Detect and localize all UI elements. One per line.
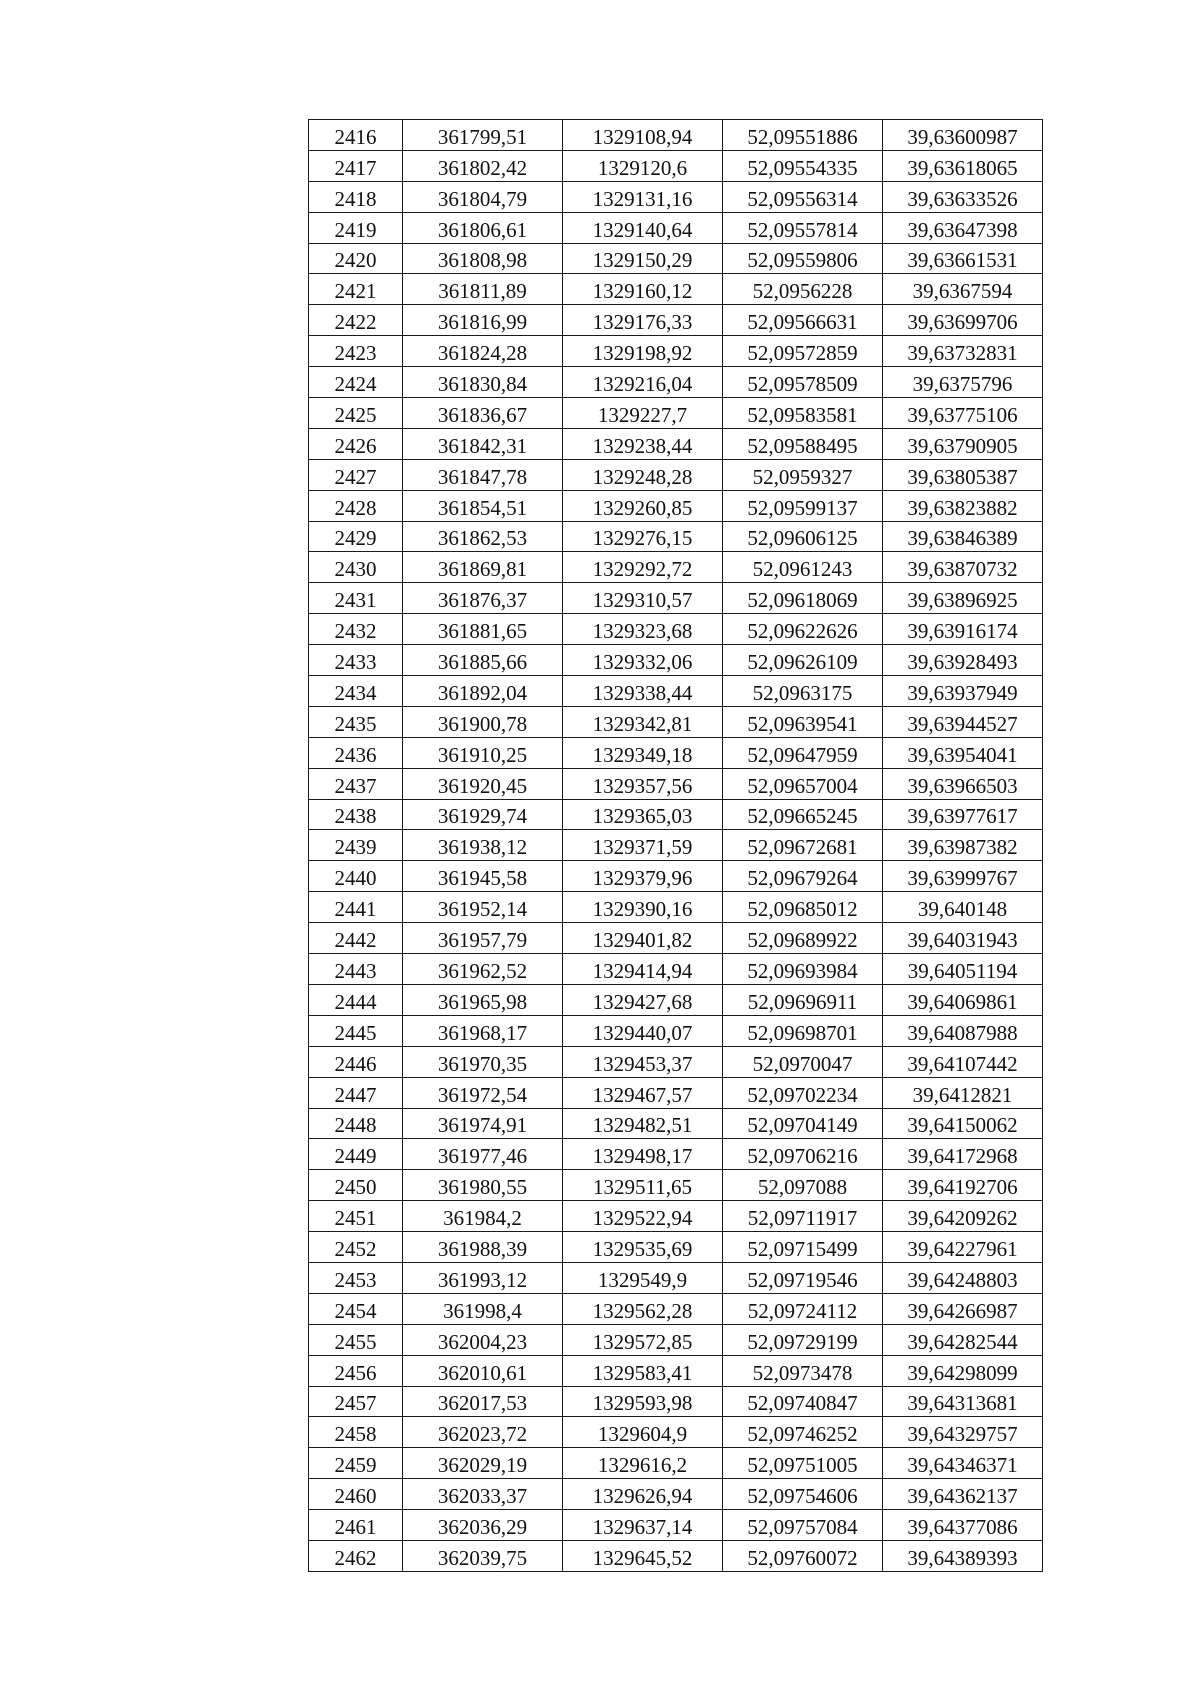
y-coordinate-cell: 1329616,2	[563, 1448, 723, 1479]
x-coordinate-cell: 361808,98	[403, 243, 563, 274]
table-row	[309, 1386, 1043, 1417]
point-number-cell: 2441	[309, 892, 403, 923]
y-coordinate-cell: 1329593,98	[563, 1386, 723, 1417]
table-row	[309, 1232, 1043, 1263]
x-coordinate-cell: 361965,98	[403, 984, 563, 1015]
table-row	[309, 490, 1043, 521]
table-row	[309, 1324, 1043, 1355]
y-coordinate-cell: 1329626,94	[563, 1479, 723, 1510]
latitude-cell: 52,09719546	[723, 1262, 883, 1293]
longitude-cell: 39,640148	[883, 892, 1043, 923]
latitude-cell: 52,09559806	[723, 243, 883, 274]
longitude-cell: 39,63896925	[883, 583, 1043, 614]
longitude-cell: 39,63846389	[883, 521, 1043, 552]
longitude-cell: 39,63823882	[883, 490, 1043, 521]
x-coordinate-cell: 362039,75	[403, 1540, 563, 1571]
y-coordinate-cell: 1329390,16	[563, 892, 723, 923]
table-row	[309, 706, 1043, 737]
longitude-cell: 39,64329757	[883, 1417, 1043, 1448]
longitude-cell: 39,63966503	[883, 768, 1043, 799]
x-coordinate-cell: 361892,04	[403, 676, 563, 707]
x-coordinate-cell: 361957,79	[403, 923, 563, 954]
latitude-cell: 52,09751005	[723, 1448, 883, 1479]
point-number-cell: 2454	[309, 1293, 403, 1324]
point-number-cell: 2445	[309, 1015, 403, 1046]
longitude-cell: 39,6412821	[883, 1077, 1043, 1108]
y-coordinate-cell: 1329645,52	[563, 1540, 723, 1571]
point-number-cell: 2450	[309, 1170, 403, 1201]
x-coordinate-cell: 361847,78	[403, 459, 563, 490]
latitude-cell: 52,09740847	[723, 1386, 883, 1417]
latitude-cell: 52,09746252	[723, 1417, 883, 1448]
point-number-cell: 2446	[309, 1046, 403, 1077]
table-row	[309, 614, 1043, 645]
x-coordinate-cell: 361974,91	[403, 1108, 563, 1139]
latitude-cell: 52,09729199	[723, 1324, 883, 1355]
table-row	[309, 861, 1043, 892]
latitude-cell: 52,09572859	[723, 336, 883, 367]
y-coordinate-cell: 1329323,68	[563, 614, 723, 645]
y-coordinate-cell: 1329276,15	[563, 521, 723, 552]
point-number-cell: 2451	[309, 1201, 403, 1232]
x-coordinate-cell: 361804,79	[403, 181, 563, 212]
y-coordinate-cell: 1329365,03	[563, 799, 723, 830]
latitude-cell: 52,09696911	[723, 984, 883, 1015]
x-coordinate-cell: 361929,74	[403, 799, 563, 830]
latitude-cell: 52,09606125	[723, 521, 883, 552]
table-row	[309, 459, 1043, 490]
latitude-cell: 52,09693984	[723, 954, 883, 985]
longitude-cell: 39,64087988	[883, 1015, 1043, 1046]
table-row	[309, 768, 1043, 799]
table-row	[309, 336, 1043, 367]
point-number-cell: 2443	[309, 954, 403, 985]
longitude-cell: 39,63732831	[883, 336, 1043, 367]
x-coordinate-cell: 361806,61	[403, 212, 563, 243]
table-row	[309, 1108, 1043, 1139]
longitude-cell: 39,6367594	[883, 274, 1043, 305]
point-number-cell: 2424	[309, 367, 403, 398]
point-number-cell: 2425	[309, 398, 403, 429]
y-coordinate-cell: 1329140,64	[563, 212, 723, 243]
x-coordinate-cell: 361998,4	[403, 1293, 563, 1324]
y-coordinate-cell: 1329108,94	[563, 120, 723, 151]
table-row	[309, 1510, 1043, 1541]
longitude-cell: 39,64031943	[883, 923, 1043, 954]
point-number-cell: 2419	[309, 212, 403, 243]
x-coordinate-cell: 361980,55	[403, 1170, 563, 1201]
table-row	[309, 150, 1043, 181]
y-coordinate-cell: 1329227,7	[563, 398, 723, 429]
x-coordinate-cell: 361938,12	[403, 830, 563, 861]
latitude-cell: 52,097088	[723, 1170, 883, 1201]
point-number-cell: 2459	[309, 1448, 403, 1479]
x-coordinate-cell: 362033,37	[403, 1479, 563, 1510]
longitude-cell: 39,64282544	[883, 1324, 1043, 1355]
table-row	[309, 274, 1043, 305]
x-coordinate-cell: 361881,65	[403, 614, 563, 645]
y-coordinate-cell: 1329120,6	[563, 150, 723, 181]
x-coordinate-cell: 361842,31	[403, 428, 563, 459]
latitude-cell: 52,09639541	[723, 706, 883, 737]
longitude-cell: 39,63987382	[883, 830, 1043, 861]
point-number-cell: 2429	[309, 521, 403, 552]
x-coordinate-cell: 361993,12	[403, 1262, 563, 1293]
y-coordinate-cell: 1329371,59	[563, 830, 723, 861]
table-row	[309, 1046, 1043, 1077]
y-coordinate-cell: 1329342,81	[563, 706, 723, 737]
x-coordinate-cell: 361945,58	[403, 861, 563, 892]
latitude-cell: 52,09622626	[723, 614, 883, 645]
latitude-cell: 52,0970047	[723, 1046, 883, 1077]
x-coordinate-cell: 361830,84	[403, 367, 563, 398]
point-number-cell: 2457	[309, 1386, 403, 1417]
latitude-cell: 52,09551886	[723, 120, 883, 151]
x-coordinate-cell: 361876,37	[403, 583, 563, 614]
table-row	[309, 212, 1043, 243]
x-coordinate-cell: 361962,52	[403, 954, 563, 985]
y-coordinate-cell: 1329535,69	[563, 1232, 723, 1263]
point-number-cell: 2439	[309, 830, 403, 861]
y-coordinate-cell: 1329583,41	[563, 1355, 723, 1386]
table-row	[309, 892, 1043, 923]
latitude-cell: 52,09618069	[723, 583, 883, 614]
table-row	[309, 1201, 1043, 1232]
latitude-cell: 52,09665245	[723, 799, 883, 830]
x-coordinate-cell: 361968,17	[403, 1015, 563, 1046]
longitude-cell: 39,63999767	[883, 861, 1043, 892]
point-number-cell: 2434	[309, 676, 403, 707]
longitude-cell: 39,64172968	[883, 1139, 1043, 1170]
y-coordinate-cell: 1329150,29	[563, 243, 723, 274]
y-coordinate-cell: 1329160,12	[563, 274, 723, 305]
longitude-cell: 39,64362137	[883, 1479, 1043, 1510]
point-number-cell: 2449	[309, 1139, 403, 1170]
table-row	[309, 984, 1043, 1015]
table-row	[309, 305, 1043, 336]
latitude-cell: 52,0963175	[723, 676, 883, 707]
point-number-cell: 2416	[309, 120, 403, 151]
latitude-cell: 52,09757084	[723, 1510, 883, 1541]
point-number-cell: 2433	[309, 645, 403, 676]
longitude-cell: 39,63944527	[883, 706, 1043, 737]
y-coordinate-cell: 1329467,57	[563, 1077, 723, 1108]
latitude-cell: 52,09578509	[723, 367, 883, 398]
latitude-cell: 52,09760072	[723, 1540, 883, 1571]
longitude-cell: 39,64248803	[883, 1262, 1043, 1293]
y-coordinate-cell: 1329176,33	[563, 305, 723, 336]
latitude-cell: 52,09657004	[723, 768, 883, 799]
longitude-cell: 39,63954041	[883, 737, 1043, 768]
latitude-cell: 52,09685012	[723, 892, 883, 923]
latitude-cell: 52,09647959	[723, 737, 883, 768]
latitude-cell: 52,09626109	[723, 645, 883, 676]
table-row	[309, 521, 1043, 552]
point-number-cell: 2427	[309, 459, 403, 490]
y-coordinate-cell: 1329349,18	[563, 737, 723, 768]
coordinates-table-body	[309, 120, 1043, 1572]
x-coordinate-cell: 361970,35	[403, 1046, 563, 1077]
table-row	[309, 428, 1043, 459]
point-number-cell: 2437	[309, 768, 403, 799]
table-row	[309, 954, 1043, 985]
latitude-cell: 52,09583581	[723, 398, 883, 429]
table-row	[309, 552, 1043, 583]
y-coordinate-cell: 1329379,96	[563, 861, 723, 892]
y-coordinate-cell: 1329198,92	[563, 336, 723, 367]
longitude-cell: 39,64069861	[883, 984, 1043, 1015]
table-row	[309, 1170, 1043, 1201]
latitude-cell: 52,0959327	[723, 459, 883, 490]
longitude-cell: 39,64377086	[883, 1510, 1043, 1541]
y-coordinate-cell: 1329357,56	[563, 768, 723, 799]
longitude-cell: 39,64150062	[883, 1108, 1043, 1139]
latitude-cell: 52,09754606	[723, 1479, 883, 1510]
point-number-cell: 2452	[309, 1232, 403, 1263]
table-row	[309, 1293, 1043, 1324]
point-number-cell: 2462	[309, 1540, 403, 1571]
longitude-cell: 39,64192706	[883, 1170, 1043, 1201]
x-coordinate-cell: 361952,14	[403, 892, 563, 923]
y-coordinate-cell: 1329511,65	[563, 1170, 723, 1201]
latitude-cell: 52,09556314	[723, 181, 883, 212]
y-coordinate-cell: 1329498,17	[563, 1139, 723, 1170]
x-coordinate-cell: 361862,53	[403, 521, 563, 552]
longitude-cell: 39,63928493	[883, 645, 1043, 676]
table-row	[309, 398, 1043, 429]
longitude-cell: 39,63618065	[883, 150, 1043, 181]
longitude-cell: 39,63661531	[883, 243, 1043, 274]
point-number-cell: 2417	[309, 150, 403, 181]
point-number-cell: 2418	[309, 181, 403, 212]
y-coordinate-cell: 1329131,16	[563, 181, 723, 212]
latitude-cell: 52,0973478	[723, 1355, 883, 1386]
longitude-cell: 39,63805387	[883, 459, 1043, 490]
latitude-cell: 52,09706216	[723, 1139, 883, 1170]
longitude-cell: 39,6375796	[883, 367, 1043, 398]
longitude-cell: 39,64389393	[883, 1540, 1043, 1571]
x-coordinate-cell: 361854,51	[403, 490, 563, 521]
x-coordinate-cell: 362010,61	[403, 1355, 563, 1386]
table-row	[309, 1015, 1043, 1046]
x-coordinate-cell: 361988,39	[403, 1232, 563, 1263]
longitude-cell: 39,63916174	[883, 614, 1043, 645]
latitude-cell: 52,0956228	[723, 274, 883, 305]
table-row	[309, 1540, 1043, 1571]
x-coordinate-cell: 361802,42	[403, 150, 563, 181]
table-row	[309, 1417, 1043, 1448]
y-coordinate-cell: 1329522,94	[563, 1201, 723, 1232]
y-coordinate-cell: 1329238,44	[563, 428, 723, 459]
longitude-cell: 39,63699706	[883, 305, 1043, 336]
point-number-cell: 2440	[309, 861, 403, 892]
x-coordinate-cell: 362023,72	[403, 1417, 563, 1448]
table-row	[309, 645, 1043, 676]
x-coordinate-cell: 361900,78	[403, 706, 563, 737]
point-number-cell: 2442	[309, 923, 403, 954]
x-coordinate-cell: 361972,54	[403, 1077, 563, 1108]
table-row	[309, 676, 1043, 707]
x-coordinate-cell: 362004,23	[403, 1324, 563, 1355]
latitude-cell: 52,09715499	[723, 1232, 883, 1263]
point-number-cell: 2420	[309, 243, 403, 274]
longitude-cell: 39,64209262	[883, 1201, 1043, 1232]
x-coordinate-cell: 361836,67	[403, 398, 563, 429]
x-coordinate-cell: 361977,46	[403, 1139, 563, 1170]
x-coordinate-cell: 361816,99	[403, 305, 563, 336]
longitude-cell: 39,63600987	[883, 120, 1043, 151]
longitude-cell: 39,63775106	[883, 398, 1043, 429]
longitude-cell: 39,64346371	[883, 1448, 1043, 1479]
y-coordinate-cell: 1329310,57	[563, 583, 723, 614]
latitude-cell: 52,09724112	[723, 1293, 883, 1324]
point-number-cell: 2422	[309, 305, 403, 336]
table-row	[309, 120, 1043, 151]
latitude-cell: 52,09672681	[723, 830, 883, 861]
point-number-cell: 2421	[309, 274, 403, 305]
longitude-cell: 39,63647398	[883, 212, 1043, 243]
y-coordinate-cell: 1329338,44	[563, 676, 723, 707]
point-number-cell: 2435	[309, 706, 403, 737]
y-coordinate-cell: 1329427,68	[563, 984, 723, 1015]
y-coordinate-cell: 1329637,14	[563, 1510, 723, 1541]
coordinates-table	[308, 119, 1043, 1572]
y-coordinate-cell: 1329332,06	[563, 645, 723, 676]
point-number-cell: 2430	[309, 552, 403, 583]
x-coordinate-cell: 361920,45	[403, 768, 563, 799]
table-row	[309, 243, 1043, 274]
point-number-cell: 2458	[309, 1417, 403, 1448]
longitude-cell: 39,63977617	[883, 799, 1043, 830]
x-coordinate-cell: 362036,29	[403, 1510, 563, 1541]
y-coordinate-cell: 1329260,85	[563, 490, 723, 521]
x-coordinate-cell: 361984,2	[403, 1201, 563, 1232]
table-row	[309, 367, 1043, 398]
longitude-cell: 39,64107442	[883, 1046, 1043, 1077]
x-coordinate-cell: 361824,28	[403, 336, 563, 367]
longitude-cell: 39,63937949	[883, 676, 1043, 707]
latitude-cell: 52,09704149	[723, 1108, 883, 1139]
y-coordinate-cell: 1329440,07	[563, 1015, 723, 1046]
latitude-cell: 52,09698701	[723, 1015, 883, 1046]
table-row	[309, 830, 1043, 861]
y-coordinate-cell: 1329414,94	[563, 954, 723, 985]
latitude-cell: 52,09588495	[723, 428, 883, 459]
y-coordinate-cell: 1329572,85	[563, 1324, 723, 1355]
y-coordinate-cell: 1329562,28	[563, 1293, 723, 1324]
y-coordinate-cell: 1329549,9	[563, 1262, 723, 1293]
table-row	[309, 799, 1043, 830]
longitude-cell: 39,64298099	[883, 1355, 1043, 1386]
latitude-cell: 52,09554335	[723, 150, 883, 181]
point-number-cell: 2431	[309, 583, 403, 614]
longitude-cell: 39,64313681	[883, 1386, 1043, 1417]
table-row	[309, 737, 1043, 768]
longitude-cell: 39,63790905	[883, 428, 1043, 459]
point-number-cell: 2426	[309, 428, 403, 459]
y-coordinate-cell: 1329453,37	[563, 1046, 723, 1077]
x-coordinate-cell: 361811,89	[403, 274, 563, 305]
x-coordinate-cell: 361885,66	[403, 645, 563, 676]
point-number-cell: 2447	[309, 1077, 403, 1108]
y-coordinate-cell: 1329248,28	[563, 459, 723, 490]
table-row	[309, 1262, 1043, 1293]
point-number-cell: 2448	[309, 1108, 403, 1139]
longitude-cell: 39,63633526	[883, 181, 1043, 212]
latitude-cell: 52,09702234	[723, 1077, 883, 1108]
x-coordinate-cell: 362029,19	[403, 1448, 563, 1479]
longitude-cell: 39,64227961	[883, 1232, 1043, 1263]
point-number-cell: 2461	[309, 1510, 403, 1541]
latitude-cell: 52,09557814	[723, 212, 883, 243]
y-coordinate-cell: 1329401,82	[563, 923, 723, 954]
point-number-cell: 2428	[309, 490, 403, 521]
table-row	[309, 1077, 1043, 1108]
table-row	[309, 1355, 1043, 1386]
point-number-cell: 2423	[309, 336, 403, 367]
longitude-cell: 39,63870732	[883, 552, 1043, 583]
x-coordinate-cell: 361869,81	[403, 552, 563, 583]
table-row	[309, 583, 1043, 614]
point-number-cell: 2438	[309, 799, 403, 830]
point-number-cell: 2456	[309, 1355, 403, 1386]
x-coordinate-cell: 362017,53	[403, 1386, 563, 1417]
latitude-cell: 52,09599137	[723, 490, 883, 521]
latitude-cell: 52,09566631	[723, 305, 883, 336]
table-row	[309, 1448, 1043, 1479]
y-coordinate-cell: 1329604,9	[563, 1417, 723, 1448]
point-number-cell: 2444	[309, 984, 403, 1015]
point-number-cell: 2460	[309, 1479, 403, 1510]
y-coordinate-cell: 1329216,04	[563, 367, 723, 398]
y-coordinate-cell: 1329482,51	[563, 1108, 723, 1139]
x-coordinate-cell: 361799,51	[403, 120, 563, 151]
x-coordinate-cell: 361910,25	[403, 737, 563, 768]
latitude-cell: 52,09689922	[723, 923, 883, 954]
table-row	[309, 1139, 1043, 1170]
y-coordinate-cell: 1329292,72	[563, 552, 723, 583]
latitude-cell: 52,09679264	[723, 861, 883, 892]
table-row	[309, 181, 1043, 212]
longitude-cell: 39,64051194	[883, 954, 1043, 985]
table-row	[309, 1479, 1043, 1510]
latitude-cell: 52,09711917	[723, 1201, 883, 1232]
point-number-cell: 2432	[309, 614, 403, 645]
table-row	[309, 923, 1043, 954]
point-number-cell: 2455	[309, 1324, 403, 1355]
longitude-cell: 39,64266987	[883, 1293, 1043, 1324]
latitude-cell: 52,0961243	[723, 552, 883, 583]
point-number-cell: 2453	[309, 1262, 403, 1293]
point-number-cell: 2436	[309, 737, 403, 768]
